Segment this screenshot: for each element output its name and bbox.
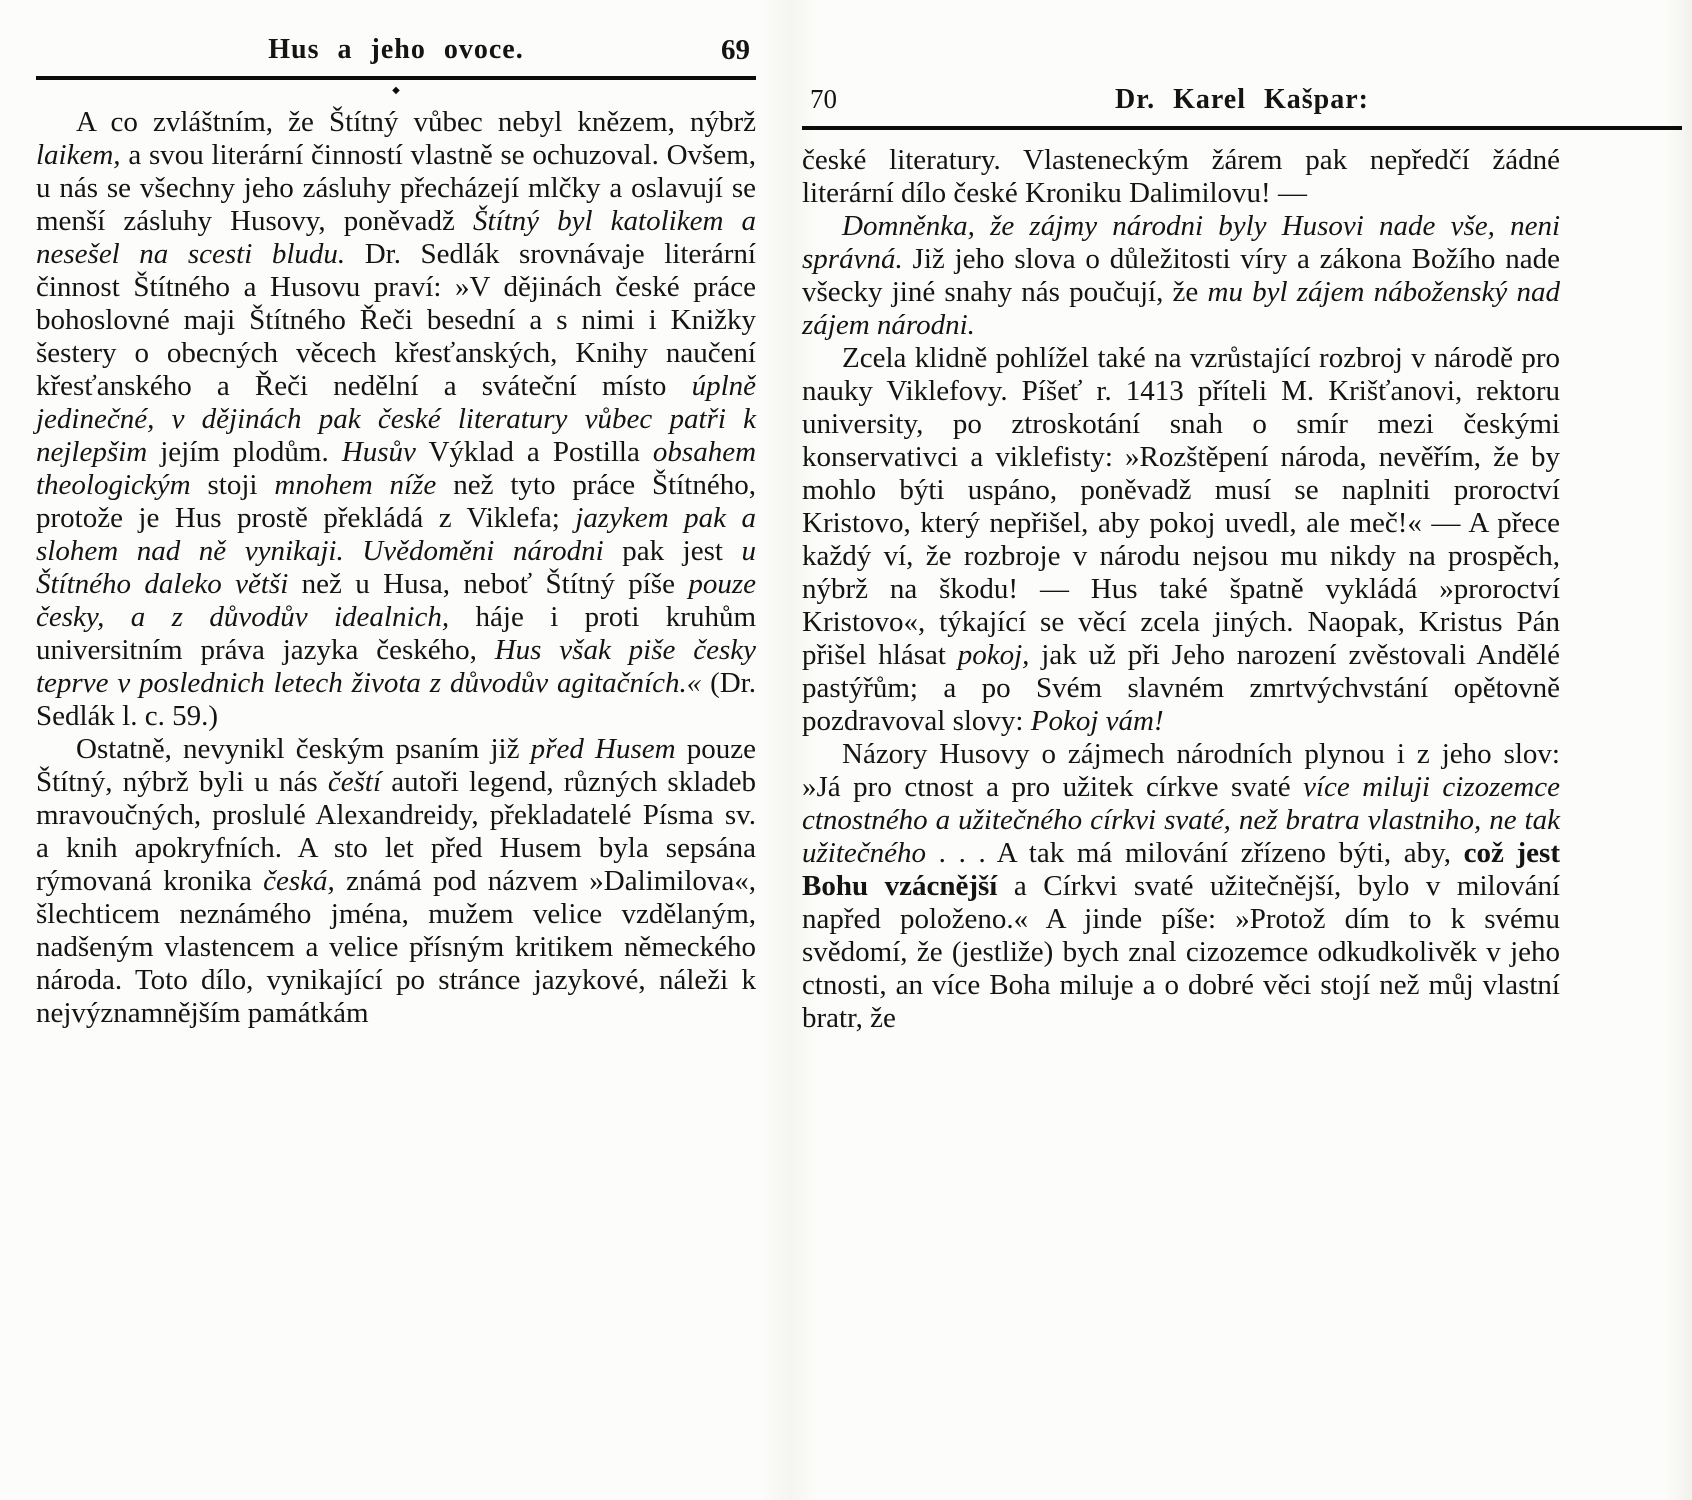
text-segment: jejím plodům. (147, 436, 342, 468)
text-segment: stoji (190, 469, 275, 501)
paragraph (802, 144, 1560, 210)
text-segment: Již jeho slova o důležitosti víry a zákona Božího nade všecky jiné snahy nás poučují, že (802, 243, 1560, 308)
text-segment: pak jest (603, 535, 742, 567)
text-segment: Domněnka, že zájmy národni byly Husovi nade vše, neni správná. (802, 210, 1560, 275)
text-segment: pokoj, (957, 639, 1030, 671)
text-segment: více miluji cizozemce ctnostného a užitečného církvi svaté, než bratra vlastniho, ne tak užitečného (802, 771, 1560, 869)
text-segment: autoři legend, různých skladeb mravoučných, proslulé Alexandreidy, překladatelé Písma sv. a knih apokryfních. A sto let před Husem byla sepsána rýmovaná kronika (36, 766, 756, 897)
text-segment: Názory Husovy o zájmech národních plynou i z jeho slov: »Já pro ctnost a pro užitek církve svaté (802, 738, 1560, 803)
text-segment: než tyto práce Štítného, protože je Hus prostě překládá z Viklefa; (36, 469, 756, 534)
text-segment: jazykem pak a slohem nad ně vynikaji. Uvědoměni národni (36, 502, 757, 567)
text-segment: obsahem theologickým (36, 436, 757, 501)
text-segment: před Husem (530, 733, 676, 765)
text-segment: česká, (263, 865, 335, 897)
paragraph (802, 738, 1560, 1035)
text-segment: a Církvi svaté užitečnější, bylo v milování napřed položeno.« A jinde píše: »Protož dím to k svému svědomí, že (jestliže) bych znal cizozemce odkudkolivěk v jeho ctnosti, an více Boha miluje a o dobré věci stojí než můj vlastní bratr, že (802, 870, 1561, 1034)
text-segment: úplně jedinečné, v dějinách pak české literatury vůbec patři k nejlepšim (36, 370, 756, 468)
text-segment: české literatury. Vlasteneckým žárem pak nepředčí žádné literární dílo české Kroniku Dalimilovu! — (802, 144, 1560, 209)
text-segment: pouze česky, a z důvodův idealnich, (36, 568, 756, 633)
paragraph (802, 210, 1560, 342)
text-segment: . . . A tak má milování zřízeno býti, aby, (926, 837, 1464, 869)
page-left (0, 0, 792, 1500)
text-segment: pouze Štítný, nýbrž byli u nás (36, 733, 757, 798)
ornament-diamond-icon: ◆ (392, 85, 400, 96)
text-segment: čeští (327, 766, 382, 798)
right-page-number: 70 (810, 84, 837, 114)
text-segment: A co zvláštním, že Štítný vůbec nebyl knězem, nýbrž (76, 106, 756, 138)
text-segment: (Dr. Sedlák l. c. 59.) (36, 667, 756, 732)
left-running-title: Hus a jeho ovoce. (268, 34, 524, 65)
page-right (792, 0, 1692, 1500)
text-segment: Husův (341, 436, 416, 468)
text-segment: háje i proti kruhům universitním práva jazyka českého, (36, 601, 756, 666)
text-segment: což jest Bohu vzácnější (802, 837, 1560, 902)
paragraph (36, 733, 756, 1030)
text-segment: Výklad a Postilla (415, 436, 653, 468)
text-segment: Zcela klidně pohlížel také na vzrůstající rozbroj v národě pro nauky Viklefovy. Píšeť r. 1413 příteli M. Krišťanovi, rektoru university, po ztroskotání snah o smír mezi českými konservativci a viklefisty: »Rozštěpení národa, nevěřím, že by mohlo býti uspáno, poněvadž musí se naplniti proroctví Kristovo, který nepřišel, aby pokoj uvedl, ale meč!« — A přece každý ví, že rozbroje v národu nejsou mu nikdy na prospěch, nýbrž na škodu! — Hus také špatně vykládá »proroctví Kristovo«, týkající se věcí zcela jiných. Naopak, Kristus Pán přišel hlásat (802, 342, 1560, 671)
right-page-header (802, 76, 1682, 120)
text-segment: Pokoj vám! (1030, 705, 1164, 737)
text-segment: jak už při Jeho narození zvěstovali Andělé pastýřům; a po Svém slavném zmrtvýchvstání opětovně pozdravoval slovy: (802, 639, 1560, 737)
text-segment: a svou literární činností vlastně se ochuzoval. Ovšem, u nás se všechny jeho zásluhy přecházejí mlčky a oslavují se menší zásluhy Husovy, poněvadž (36, 139, 756, 237)
text-segment: laikem, (36, 139, 121, 171)
left-header-rule (36, 76, 756, 80)
paragraph (36, 106, 756, 733)
text-segment: Dr. Sedlák srovnávaje literární činnost Štítného a Husovu praví: »V dějinách české práce bohoslovné maji Štítného Řeči besední a s nimi i Knižky šestery o obecných věcech křesťanských, Knihy naučení křesťanského a Řeči nedělní a sváteční místo (36, 238, 756, 402)
text-segment: u Štítného daleko větši (36, 535, 757, 600)
right-header-rule (802, 126, 1682, 130)
right-text-column (802, 144, 1560, 1035)
text-segment: mnohem níže (274, 469, 437, 501)
text-segment: Hus však piše česky teprve v poslednich letech života z důvodův agitačních.« (36, 634, 757, 699)
text-segment: známá pod názvem »Dalimilova«, šlechticem neznámého jména, mužem velice vzdělaným, nadšeným vlastencem a velice přísným kritikem německého národa. Toto dílo, vynikající po stránce jazykové, náleži k nejvýznamnějším památkám (36, 865, 756, 1029)
text-segment: než u Husa, neboť Štítný píše (288, 568, 689, 600)
text-segment: Štítný byl katolikem a nesešel na scesti bludu. (36, 205, 756, 270)
text-segment: mu byl zájem náboženský nad zájem národni. (802, 276, 1561, 341)
left-page-header (36, 26, 756, 70)
left-page-number: 69 (721, 34, 750, 66)
text-segment: Ostatně, nevynikl českým psaním již (76, 733, 531, 765)
right-running-title: Dr. Karel Kašpar: (1115, 84, 1369, 115)
paragraph (802, 342, 1560, 738)
left-text-column (36, 106, 756, 1030)
